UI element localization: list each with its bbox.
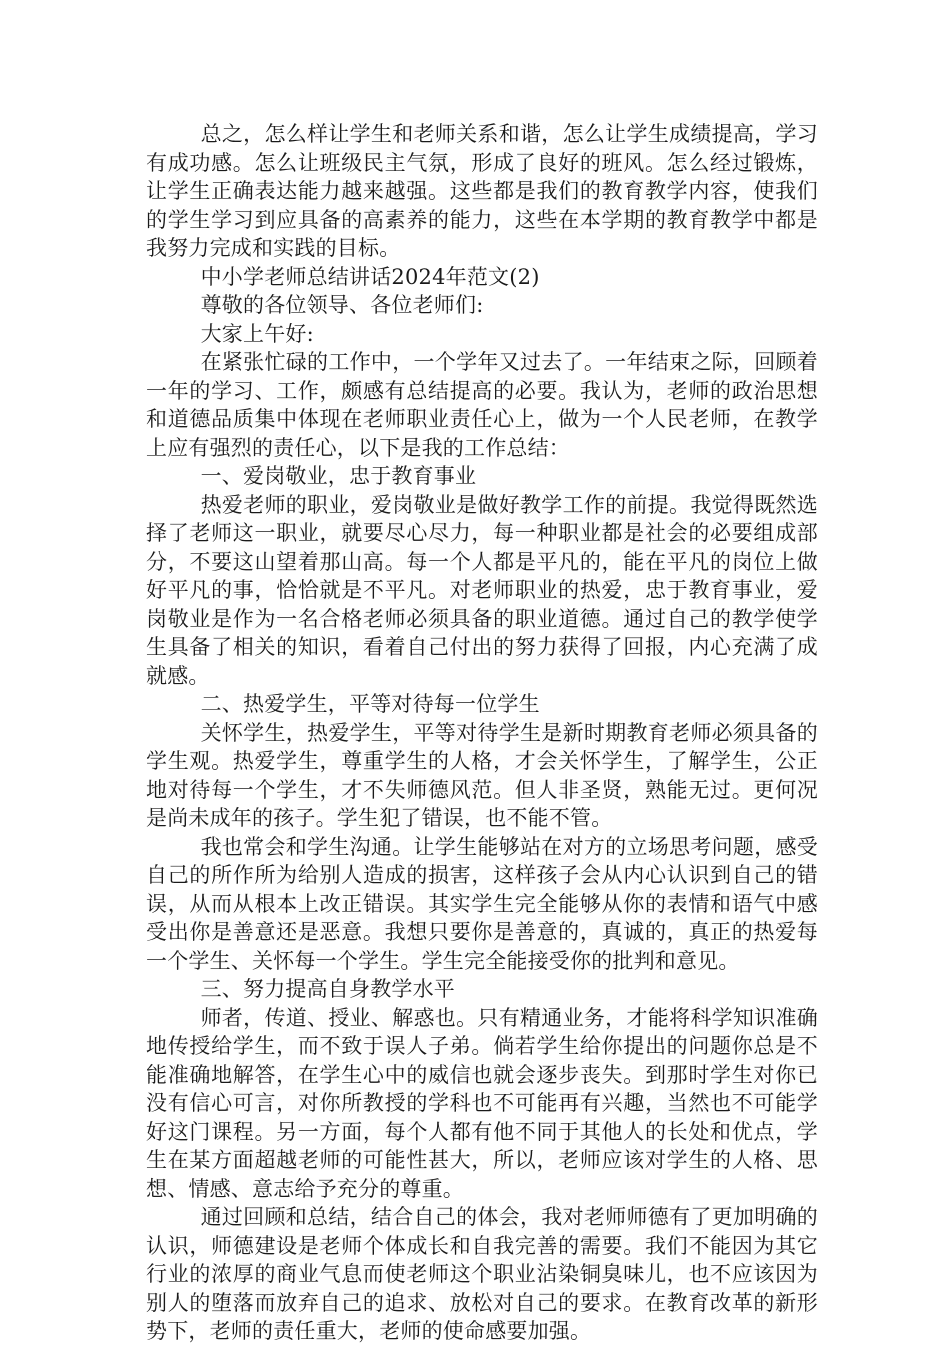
paragraph-section-1: 热爱老师的职业，爱岗敬业是做好教学工作的前提。我觉得既然选择了老师这一职业，就要尽心尽力，每一种职业都是社会的必要组成部分，不要这山望着那山高。每一个人都是平凡的，能在平凡的岗位上做好平凡的事，恰恰就是不平凡。对老师职业的热爱，忠于教育事业，爱岗敬业是作为一名合格老师必须具备的职业道德。通过自己的教学使学生具备了相关的知识，看着自己付出的努力获得了回报，内心充满了成就感。 [146, 492, 818, 688]
paragraph-intro: 在紧张忙碌的工作中，一个学年又过去了。一年结束之际，回顾着一年的学习、工作，颇感有总结提高的必要。我认为，老师的政治思想和道德品质集中体现在老师职业责任心上，做为一个人民老师，在教学上应有强烈的责任心，以下是我的工作总结： [146, 350, 818, 460]
paragraph-section-2b: 我也常会和学生沟通。让学生能够站在对方的立场思考问题，感受自己的所作所为给别人造成的损害，这样孩子会从内心认识到自己的错误，从而从根本上改正错误。其实学生完全能够从你的表情和语气中感受出你是善意还是恶意。我想只要你是善意的，真诚的，真正的热爱每一个学生、关怀每一个学生。学生完全能接受你的批判和意见。 [146, 834, 818, 973]
document-body [146, 120, 818, 1346]
paragraph-section-3: 师者，传道、授业、解惑也。只有精通业务，才能将科学知识准确地传授给学生，而不致于误人子弟。倘若学生给你提出的问题你总是不能准确地解答，在学生心中的威信也就会逐步丧失。到那时学生对你已没有信心可言，对你所教授的学科也不可能再有兴趣，当然也不可能学好这门课程。另一方面，每个人都有他不同于其他人的长处和优点，学生在某方面超越老师的可能性甚大，所以，老师应该对学生的人格、思想、情感、意志给予充分的尊重。 [146, 1005, 818, 1201]
paragraph-section-2a: 关怀学生，热爱学生，平等对待学生是新时期教育老师必须具备的学生观。热爱学生，尊重学生的人格，才会关怀学生，了解学生，公正地对待每一个学生，才不失师德风范。但人非圣贤，熟能无过。更何况是尚未成年的孩子。学生犯了错误，也不能不管。 [146, 720, 818, 830]
greeting: 大家上午好: [200, 321, 314, 346]
document-title: 中小学老师总结讲话2024年范文(2) [200, 264, 540, 289]
section-heading-1: 一、爱岗敬业，忠于教育事业 [200, 464, 477, 488]
paragraph-closing: 通过回顾和总结，结合自己的体会，我对老师师德有了更加明确的认识，师德建设是老师个体成长和自我完善的需要。我们不能因为其它行业的浓厚的商业气息而使老师这个职业沾染铜臭味儿，也不应该因为别人的堕落而放弃自己的追求、放松对自己的要求。在教育改革的新形势下，老师的责任重大，老师的使命感要加强。 [146, 1205, 818, 1343]
section-heading-2: 二、热爱学生，平等对待每一位学生 [200, 692, 540, 716]
salutation: 尊敬的各位领导、各位老师们: [200, 293, 484, 317]
section-heading-3: 三、努力提高自身教学水平 [200, 977, 455, 1001]
paragraph-conclusion: 总之，怎么样让学生和老师关系和谐，怎么让学生成绩提高，学习有成功感。怎么让班级民主气氛，形成了良好的班风。怎么经过锻炼，让学生正确表达能力越来越强。这些都是我们的教育教学内容，使我们的学生学习到应具备的高素养的能力，这些在本学期的教育教学中都是我努力完成和实践的目标。 [146, 122, 818, 260]
